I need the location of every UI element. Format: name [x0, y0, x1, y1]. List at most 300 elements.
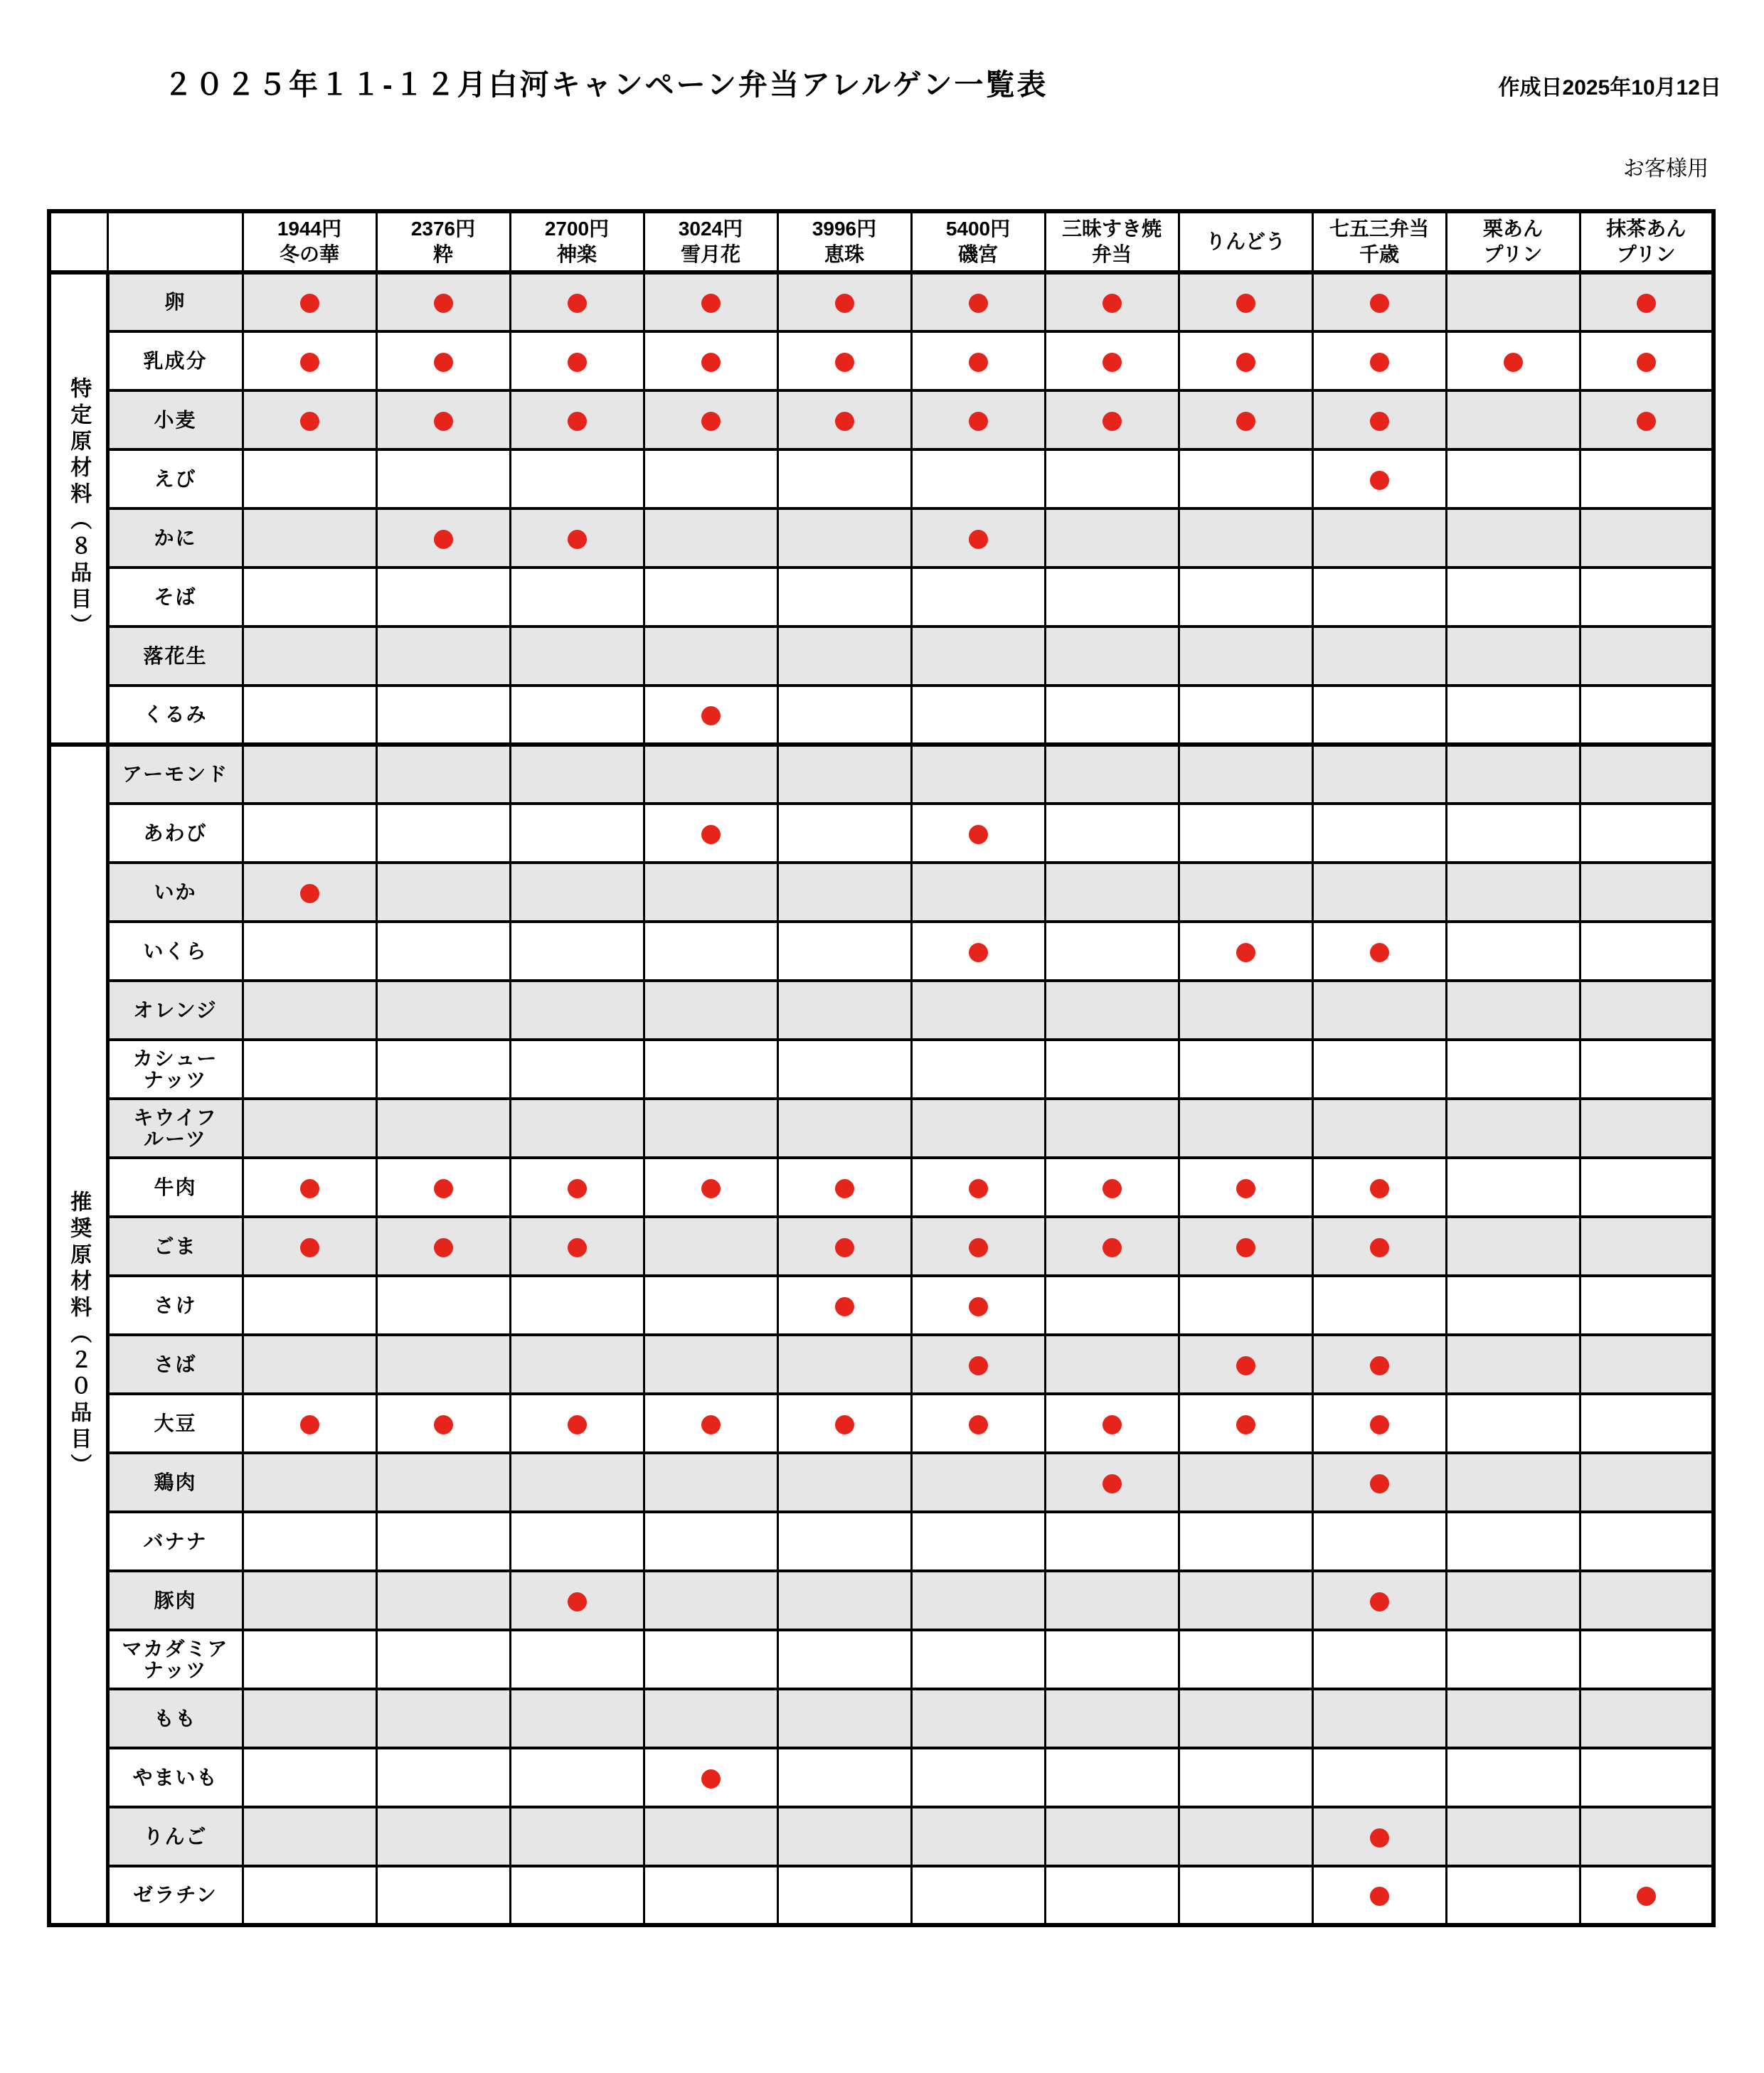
allergen-cell [777, 449, 911, 508]
allergen-cell [1312, 922, 1446, 981]
allergen-dot-icon [1637, 412, 1656, 431]
allergen-cell [1179, 804, 1312, 863]
table-row [49, 1571, 1713, 1630]
allergen-dot-icon [568, 1238, 587, 1257]
allergen-cell [243, 449, 376, 508]
column-header-line: 3996円 [812, 218, 877, 240]
allergen-cell [1045, 981, 1179, 1040]
row-label [107, 863, 243, 922]
allergen-cell [777, 1217, 911, 1276]
row-label [107, 1217, 243, 1276]
allergen-cell [1312, 1453, 1446, 1512]
allergen-cell [243, 1453, 376, 1512]
row-label [107, 922, 243, 981]
allergen-cell [1179, 1453, 1312, 1512]
allergen-cell [911, 1453, 1045, 1512]
allergen-cell [1179, 1807, 1312, 1866]
allergen-cell [644, 922, 777, 981]
allergen-cell [911, 922, 1045, 981]
allergen-cell [1446, 922, 1580, 981]
row-label-line: 乳成分 [143, 349, 208, 372]
allergen-cell [911, 1866, 1045, 1925]
allergen-cell [777, 390, 911, 449]
allergen-dot-icon [568, 1415, 587, 1434]
allergen-cell [644, 508, 777, 567]
allergen-cell [510, 745, 644, 804]
allergen-cell [376, 1335, 510, 1394]
allergen-cell [510, 331, 644, 390]
allergen-dot-icon [300, 884, 319, 903]
allergen-cell [510, 1099, 644, 1158]
table-row [49, 1866, 1713, 1925]
column-header [1446, 211, 1580, 272]
allergen-dot-icon [1102, 353, 1122, 372]
column-header-line: 抹茶あん [1606, 218, 1686, 240]
allergen-dot-icon [969, 1356, 988, 1375]
allergen-cell [1446, 1630, 1580, 1689]
allergen-cell [1580, 508, 1713, 567]
allergen-cell [777, 863, 911, 922]
allergen-cell [376, 449, 510, 508]
allergen-cell [510, 1512, 644, 1571]
allergen-cell [1446, 1099, 1580, 1158]
allergen-cell [777, 1512, 911, 1571]
allergen-cell [777, 1040, 911, 1099]
allergen-cell [644, 272, 777, 331]
allergen-cell [376, 1276, 510, 1335]
row-label-line: オレンジ [133, 998, 218, 1021]
audience-label: お客様用 [1623, 157, 1709, 181]
group-label: 特定原材料（８品目） [49, 272, 107, 745]
allergen-cell [777, 331, 911, 390]
allergen-cell [911, 567, 1045, 627]
allergen-dot-icon [969, 294, 988, 313]
allergen-cell [510, 863, 644, 922]
column-header-line: 神楽 [556, 243, 597, 265]
allergen-cell [1446, 981, 1580, 1040]
allergen-cell [510, 981, 644, 1040]
allergen-dot-icon [1370, 1179, 1389, 1198]
allergen-cell [243, 1394, 376, 1453]
allergen-cell [1580, 1335, 1713, 1394]
allergen-cell [1446, 1040, 1580, 1099]
allergen-cell [243, 1158, 376, 1217]
table-row [49, 804, 1713, 863]
allergen-dot-icon [434, 1238, 453, 1257]
column-header-line: プリン [1616, 243, 1676, 265]
allergen-dot-icon [835, 1297, 854, 1316]
allergen-cell [510, 1335, 644, 1394]
column-header [243, 211, 376, 272]
row-label-line: くるみ [143, 703, 208, 725]
row-label-line: 小麦 [154, 408, 197, 431]
allergen-cell [1045, 1276, 1179, 1335]
allergen-cell [1045, 922, 1179, 981]
allergen-cell [1179, 922, 1312, 981]
table-row [49, 567, 1713, 627]
allergen-cell [1580, 922, 1713, 981]
allergen-cell [644, 627, 777, 686]
table-row [49, 981, 1713, 1040]
row-label-line: 豚肉 [154, 1589, 197, 1611]
allergen-cell [1312, 1866, 1446, 1925]
row-label-line: さば [154, 1353, 197, 1375]
allergen-cell [1446, 1748, 1580, 1807]
row-label [107, 1394, 243, 1453]
allergen-cell [1179, 449, 1312, 508]
column-header-line: 磯宮 [957, 243, 998, 265]
allergen-cell [1179, 1512, 1312, 1571]
table-row [49, 1807, 1713, 1866]
allergen-cell [644, 863, 777, 922]
allergen-dot-icon [1637, 294, 1656, 313]
allergen-cell [777, 1099, 911, 1158]
allergen-cell [1045, 1866, 1179, 1925]
allergen-dot-icon [969, 353, 988, 372]
allergen-cell [376, 508, 510, 567]
row-label [107, 508, 243, 567]
allergen-cell [1446, 567, 1580, 627]
allergen-cell [644, 390, 777, 449]
allergen-cell [911, 449, 1045, 508]
allergen-cell [510, 1394, 644, 1453]
allergen-cell [376, 331, 510, 390]
allergen-dot-icon [1370, 353, 1389, 372]
allergen-cell [510, 1158, 644, 1217]
allergen-cell [644, 1276, 777, 1335]
column-header-line: プリン [1483, 243, 1543, 265]
allergen-cell [376, 1866, 510, 1925]
allergen-cell [1580, 567, 1713, 627]
allergen-dot-icon [1102, 1179, 1122, 1198]
allergen-cell [1446, 745, 1580, 804]
page-title: ２０２５年１１-１２月白河キャンペーン弁当アレルゲン一覧表 [164, 68, 1048, 101]
allergen-cell [1179, 1866, 1312, 1925]
column-header-line: 1944円 [277, 218, 342, 240]
allergen-cell [1179, 1335, 1312, 1394]
allergen-cell [1312, 863, 1446, 922]
allergen-cell [777, 981, 911, 1040]
allergen-cell [376, 1099, 510, 1158]
allergen-cell [510, 508, 644, 567]
allergen-cell [777, 804, 911, 863]
allergen-cell [1312, 1158, 1446, 1217]
row-label [107, 1689, 243, 1748]
allergen-cell [510, 1217, 644, 1276]
allergen-cell [1045, 1630, 1179, 1689]
allergen-cell [1045, 1807, 1179, 1866]
row-label [107, 1807, 243, 1866]
row-label-line: マカダミア [122, 1637, 229, 1660]
allergen-cell [1179, 1276, 1312, 1335]
group-label: 推奨原材料（２０品目） [49, 745, 107, 1925]
table-row [49, 863, 1713, 922]
allergen-cell [1045, 1217, 1179, 1276]
allergen-dot-icon [1236, 353, 1255, 372]
allergen-dot-icon [1370, 1415, 1389, 1434]
allergen-dot-icon [701, 1415, 721, 1434]
row-label-line: えび [154, 467, 197, 490]
column-header-line: 粋 [432, 243, 453, 265]
allergen-cell [1312, 1099, 1446, 1158]
row-label [107, 449, 243, 508]
allergen-dot-icon [1236, 943, 1255, 962]
allergen-dot-icon [434, 1179, 453, 1198]
allergen-cell [1179, 272, 1312, 331]
row-label [107, 1866, 243, 1925]
allergen-dot-icon [1637, 353, 1656, 372]
column-header [1045, 211, 1179, 272]
allergen-cell [1312, 1512, 1446, 1571]
table-row [49, 1158, 1713, 1217]
allergen-cell [243, 981, 376, 1040]
allergen-cell [1312, 1748, 1446, 1807]
allergen-cell [777, 922, 911, 981]
allergen-cell [777, 508, 911, 567]
allergen-cell [1312, 1394, 1446, 1453]
allergen-cell [911, 1099, 1045, 1158]
allergen-cell [1580, 627, 1713, 686]
allergen-dot-icon [1370, 1238, 1389, 1257]
allergen-dot-icon [969, 1238, 988, 1257]
column-header [1312, 211, 1446, 272]
row-label-line: 卵 [164, 291, 186, 313]
allergen-cell [1312, 508, 1446, 567]
column-header [911, 211, 1045, 272]
row-label [107, 1453, 243, 1512]
allergen-cell [243, 272, 376, 331]
allergen-cell [376, 1453, 510, 1512]
table-row [49, 1453, 1713, 1512]
table-row [49, 1748, 1713, 1807]
table-row [49, 1512, 1713, 1571]
allergen-dot-icon [835, 353, 854, 372]
allergen-cell [1045, 686, 1179, 745]
allergen-cell [1312, 627, 1446, 686]
row-label-line: いか [154, 880, 197, 903]
allergen-cell [1045, 627, 1179, 686]
allergen-cell [1580, 449, 1713, 508]
allergen-dot-icon [1370, 1828, 1389, 1848]
allergen-cell [911, 686, 1045, 745]
table-row [49, 272, 1713, 331]
allergen-cell [1045, 1453, 1179, 1512]
table-row [49, 390, 1713, 449]
row-label-line: キウイフ [133, 1106, 218, 1129]
allergen-cell [1580, 1571, 1713, 1630]
allergen-cell [1312, 449, 1446, 508]
allergen-cell [1312, 272, 1446, 331]
allergen-cell [376, 390, 510, 449]
allergen-cell [243, 1748, 376, 1807]
allergen-table-container [47, 209, 1716, 1927]
allergen-dot-icon [701, 825, 721, 844]
allergen-cell [510, 686, 644, 745]
column-header [777, 211, 911, 272]
allergen-cell [1580, 804, 1713, 863]
allergen-cell [1045, 1394, 1179, 1453]
allergen-cell [1179, 686, 1312, 745]
allergen-dot-icon [1637, 1887, 1656, 1906]
allergen-cell [911, 745, 1045, 804]
allergen-cell [1312, 390, 1446, 449]
row-label-line: 鶏肉 [154, 1471, 197, 1493]
allergen-cell [1179, 390, 1312, 449]
allergen-cell [1446, 1453, 1580, 1512]
allergen-cell [1312, 745, 1446, 804]
allergen-dot-icon [300, 294, 319, 313]
column-header-line: 三昧すき焼 [1061, 218, 1162, 240]
allergen-dot-icon [701, 1179, 721, 1198]
allergen-cell [911, 1394, 1045, 1453]
allergen-dot-icon [1236, 1179, 1255, 1198]
allergen-cell [510, 1571, 644, 1630]
allergen-cell [1580, 1866, 1713, 1925]
row-label [107, 804, 243, 863]
allergen-cell [777, 1394, 911, 1453]
allergen-dot-icon [1102, 412, 1122, 431]
allergen-cell [1179, 508, 1312, 567]
allergen-cell [510, 567, 644, 627]
allergen-cell [376, 863, 510, 922]
allergen-cell [644, 1748, 777, 1807]
allergen-cell [777, 1571, 911, 1630]
column-header-line: 栗あん [1482, 218, 1543, 240]
allergen-cell [1045, 745, 1179, 804]
row-label-line: 大豆 [154, 1412, 197, 1434]
allergen-dot-icon [1102, 294, 1122, 313]
allergen-cell [911, 863, 1045, 922]
allergen-cell [1446, 331, 1580, 390]
allergen-cell [1580, 686, 1713, 745]
row-label-line: カシュー [132, 1047, 218, 1070]
allergen-cell [1179, 567, 1312, 627]
created-date: 作成日2025年10月12日 [1498, 76, 1721, 100]
allergen-cell [911, 1276, 1045, 1335]
row-label-line: ルーツ [144, 1127, 207, 1150]
row-label-line: 落花生 [143, 644, 208, 667]
allergen-cell [1179, 1099, 1312, 1158]
allergen-dot-icon [568, 353, 587, 372]
row-label [107, 272, 243, 331]
allergen-cell [243, 1040, 376, 1099]
row-label-line: りんご [143, 1825, 208, 1848]
allergen-cell [1312, 567, 1446, 627]
allergen-cell [1446, 1276, 1580, 1335]
allergen-cell [376, 745, 510, 804]
allergen-cell [1312, 331, 1446, 390]
allergen-dot-icon [434, 530, 453, 549]
header-row [49, 211, 1713, 272]
allergen-cell [376, 804, 510, 863]
allergen-dot-icon [835, 1238, 854, 1257]
table-row [49, 1689, 1713, 1748]
allergen-cell [1045, 804, 1179, 863]
allergen-dot-icon [434, 353, 453, 372]
allergen-cell [1045, 508, 1179, 567]
table-row [49, 449, 1713, 508]
allergen-cell [911, 272, 1045, 331]
allergen-cell [1446, 686, 1580, 745]
allergen-cell [376, 1630, 510, 1689]
allergen-cell [1045, 1099, 1179, 1158]
allergen-cell [911, 981, 1045, 1040]
column-header-line: 恵珠 [824, 243, 864, 265]
column-header-line: りんどう [1205, 230, 1285, 252]
allergen-cell [1179, 1217, 1312, 1276]
allergen-table [47, 209, 1716, 1927]
table-row [49, 1276, 1713, 1335]
allergen-cell [510, 272, 644, 331]
allergen-cell [777, 745, 911, 804]
allergen-cell [376, 567, 510, 627]
allergen-cell [911, 1630, 1045, 1689]
column-header [1580, 211, 1713, 272]
row-label [107, 745, 243, 804]
allergen-cell [1580, 1040, 1713, 1099]
allergen-cell [243, 1866, 376, 1925]
allergen-dot-icon [835, 1415, 854, 1434]
table-body [49, 272, 1713, 1925]
allergen-cell [644, 1571, 777, 1630]
allergen-cell [1045, 390, 1179, 449]
allergen-cell [911, 508, 1045, 567]
table-row [49, 745, 1713, 804]
allergen-cell [644, 1866, 777, 1925]
row-label [107, 1158, 243, 1217]
allergen-cell [510, 449, 644, 508]
allergen-cell [1179, 1394, 1312, 1453]
column-header-line: 3024円 [678, 218, 743, 240]
allergen-cell [1045, 1571, 1179, 1630]
allergen-cell [376, 1158, 510, 1217]
allergen-cell [644, 1158, 777, 1217]
allergen-cell [644, 449, 777, 508]
allergen-dot-icon [969, 412, 988, 431]
allergen-cell [1179, 627, 1312, 686]
allergen-dot-icon [1102, 1474, 1122, 1493]
column-header-line: 雪月花 [680, 243, 740, 265]
row-label [107, 331, 243, 390]
allergen-cell [911, 1748, 1045, 1807]
allergen-cell [777, 1866, 911, 1925]
allergen-dot-icon [1370, 1887, 1389, 1906]
allergen-cell [1312, 1571, 1446, 1630]
allergen-cell [1312, 686, 1446, 745]
allergen-cell [243, 627, 376, 686]
allergen-cell [243, 1807, 376, 1866]
allergen-cell [243, 686, 376, 745]
allergen-cell [1446, 804, 1580, 863]
allergen-cell [911, 1571, 1045, 1630]
allergen-cell [777, 1453, 911, 1512]
allergen-cell [1312, 1276, 1446, 1335]
allergen-dot-icon [1370, 1474, 1389, 1493]
allergen-cell [1312, 1807, 1446, 1866]
allergen-cell [911, 627, 1045, 686]
allergen-cell [243, 1630, 376, 1689]
allergen-cell [1580, 745, 1713, 804]
allergen-cell [243, 804, 376, 863]
allergen-cell [1312, 1689, 1446, 1748]
allergen-cell [777, 272, 911, 331]
allergen-cell [644, 1512, 777, 1571]
table-row [49, 686, 1713, 745]
allergen-cell [644, 1040, 777, 1099]
allergen-cell [1179, 981, 1312, 1040]
allergen-cell [644, 1394, 777, 1453]
allergen-cell [644, 1335, 777, 1394]
